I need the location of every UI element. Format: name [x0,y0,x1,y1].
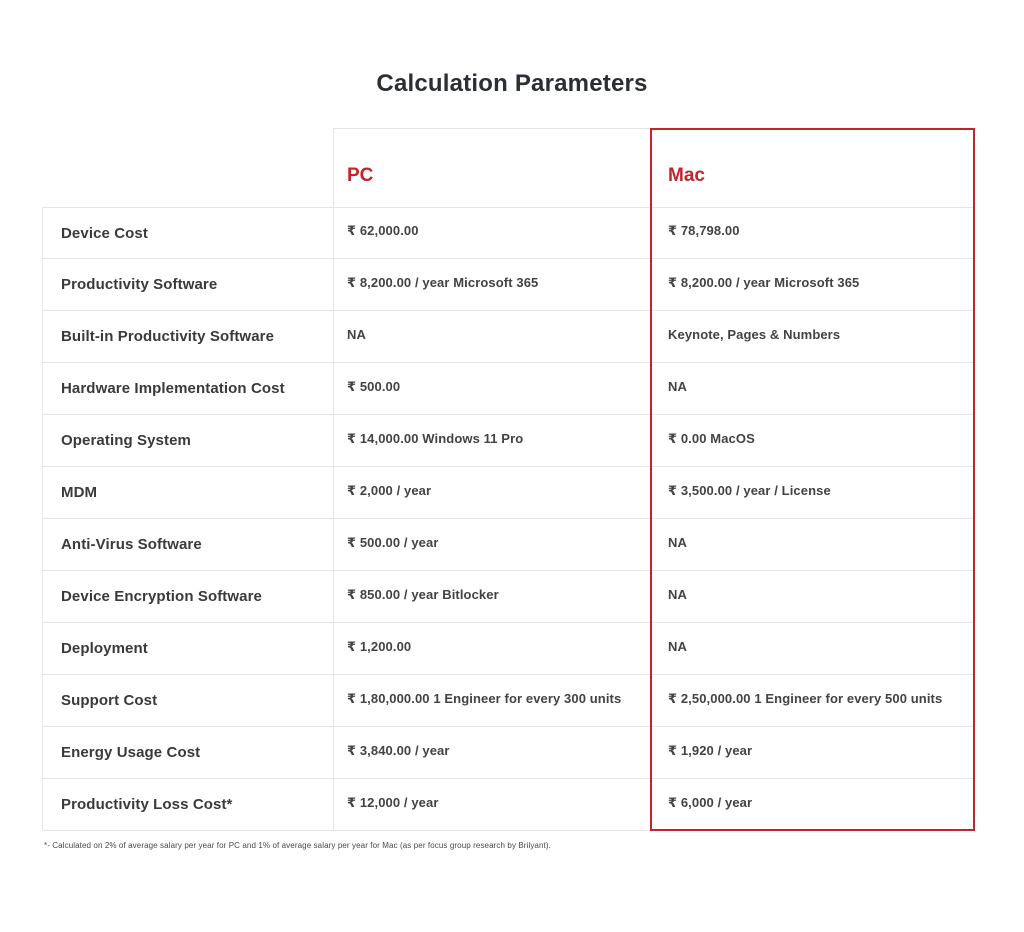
pc-value: ₹ 14,000.00 Windows 11 Pro [333,415,650,467]
table-row [42,519,975,571]
row-label: Deployment [42,623,333,675]
mac-value: ₹ 78,798.00 [650,207,975,259]
row-label: Productivity Loss Cost* [42,779,333,831]
pc-value: ₹ 1,200.00 [333,623,650,675]
pc-value: ₹ 62,000.00 [333,207,650,259]
pc-value: ₹ 3,840.00 / year [333,727,650,779]
pc-value: NA [333,311,650,363]
row-label: Productivity Software [42,259,333,311]
row-label: Anti-Virus Software [42,519,333,571]
row-label: Device Cost [42,207,333,259]
table-row [42,311,975,363]
pc-value: ₹ 2,000 / year [333,467,650,519]
pc-value: ₹ 850.00 / year Bitlocker [333,571,650,623]
table-row [42,259,975,311]
mac-value: NA [650,571,975,623]
row-label: Support Cost [42,675,333,727]
table-row [42,727,975,779]
row-label: Device Encryption Software [42,571,333,623]
table-row [42,623,975,675]
mac-value: NA [650,519,975,571]
pc-value: ₹ 1,80,000.00 1 Engineer for every 300 units [333,675,650,727]
pc-value: ₹ 500.00 / year [333,519,650,571]
page-title: Calculation Parameters [376,70,648,97]
mac-value: ₹ 1,920 / year [650,727,975,779]
header-blank-cell [42,128,333,207]
table-row [42,571,975,623]
mac-value: NA [650,363,975,415]
mac-value: ₹ 6,000 / year [650,779,975,831]
row-label: Energy Usage Cost [42,727,333,779]
column-header-mac: Mac [668,164,705,186]
mac-value: NA [650,623,975,675]
mac-value: ₹ 8,200.00 / year Microsoft 365 [650,259,975,311]
row-label: Operating System [42,415,333,467]
footnote: *- Calculated on 2% of average salary per year for PC and 1% of average salary per year for Mac (as per focus group research by Brilyant). [44,841,551,850]
row-label: Built-in Productivity Software [42,311,333,363]
row-label: MDM [42,467,333,519]
mac-value: Keynote, Pages & Numbers [650,311,975,363]
table-row [42,415,975,467]
row-label: Hardware Implementation Cost [42,363,333,415]
comparison-table [42,128,975,831]
mac-value: ₹ 3,500.00 / year / License [650,467,975,519]
table-row [42,363,975,415]
table-row [42,467,975,519]
mac-value: ₹ 0.00 MacOS [650,415,975,467]
pc-value: ₹ 8,200.00 / year Microsoft 365 [333,259,650,311]
table-header-row [42,128,975,207]
pc-value: ₹ 500.00 [333,363,650,415]
table-row [42,675,975,727]
table-row [42,779,975,831]
table-body [42,207,975,831]
mac-value: ₹ 2,50,000.00 1 Engineer for every 500 units [650,675,975,727]
table-row [42,207,975,259]
pc-value: ₹ 12,000 / year [333,779,650,831]
column-header-pc: PC [333,128,650,207]
